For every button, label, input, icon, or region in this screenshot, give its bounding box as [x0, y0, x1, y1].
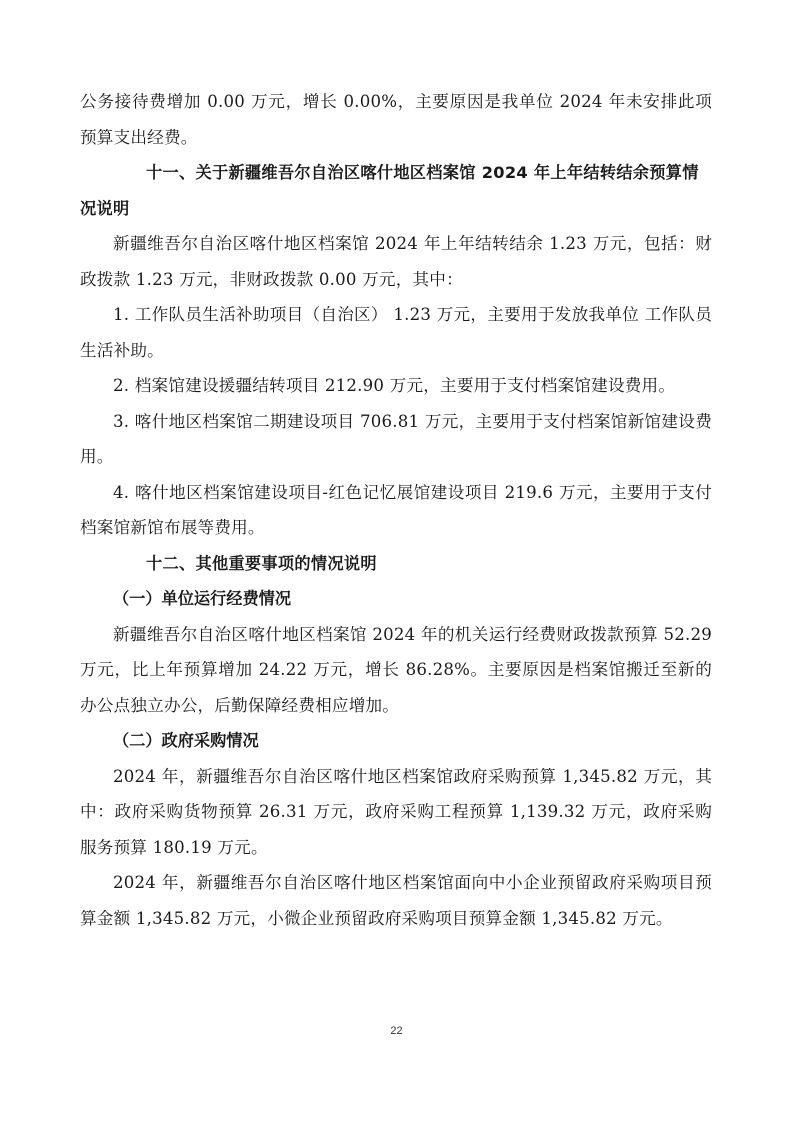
list-item-4: 4. 喀什地区档案馆建设项目-红色记忆展馆建设项目 219.6 万元，主要用于支付档案馆新馆布展等费用。	[80, 482, 712, 537]
subsection-heading-procurement: （二）政府采购情况	[113, 731, 259, 750]
section-number-11: 十一、	[146, 163, 196, 182]
section-heading-11	[80, 155, 712, 226]
list-item-2: 2. 档案馆建设援疆结转项目 212.90 万元，主要用于支付档案馆建设费用。	[113, 376, 676, 395]
section-title-11: 关于新疆维吾尔自治区喀什地区档案馆 2024 年上年结转结余预算情况说明	[80, 163, 699, 218]
section-number-12: 十二、	[146, 553, 196, 573]
paragraph-carryover-summary: 新疆维吾尔自治区喀什地区档案馆 2024 年上年结转结余 1.23 万元，包括：财政拨款 1.23 万元，非财政拨款 0.00 万元，其中：	[80, 234, 712, 289]
paragraph-procurement-budget: 2024 年，新疆维吾尔自治区喀什地区档案馆政府采购预算 1,345.82 万元，其中：政府采购货物预算 26.31 万元，政府采购工程预算 1,139.32 万元，政府采购服务预算 180.19 万元。	[80, 766, 712, 857]
document-body	[80, 84, 712, 936]
paragraph-operating-funds: 新疆维吾尔自治区喀什地区档案馆 2024 年的机关运行经费财政拨款预算 52.29 万元，比上年预算增加 24.22 万元，增长 86.28%。主要原因是档案馆搬迁至新的办公点独立办公，后勤保障经费相应增加。	[80, 624, 712, 715]
subsection-heading-operating-funds: （一）单位运行经费情况	[113, 589, 292, 608]
list-item-1: 1. 工作队员生活补助项目（自治区） 1.23 万元，主要用于发放我单位 工作队员生活补助。	[80, 305, 712, 360]
list-item-3: 3. 喀什地区档案馆二期建设项目 706.81 万元，主要用于支付档案馆新馆建设费用。	[80, 411, 712, 466]
page-number: 22	[390, 1025, 403, 1037]
section-heading-12	[80, 546, 712, 582]
section-title-12: 其他重要事项的情况说明	[195, 553, 377, 573]
paragraph-sme-procurement: 2024 年，新疆维吾尔自治区喀什地区档案馆面向中小企业预留政府采购项目预算金额 1,345.82 万元，小微企业预留政府采购项目预算金额 1,345.82 万元。	[80, 873, 712, 928]
paragraph-hospitality-expense: 公务接待费增加 0.00 万元，增长 0.00%，主要原因是我单位 2024 年未安排此项预算支出经费。	[80, 92, 712, 147]
